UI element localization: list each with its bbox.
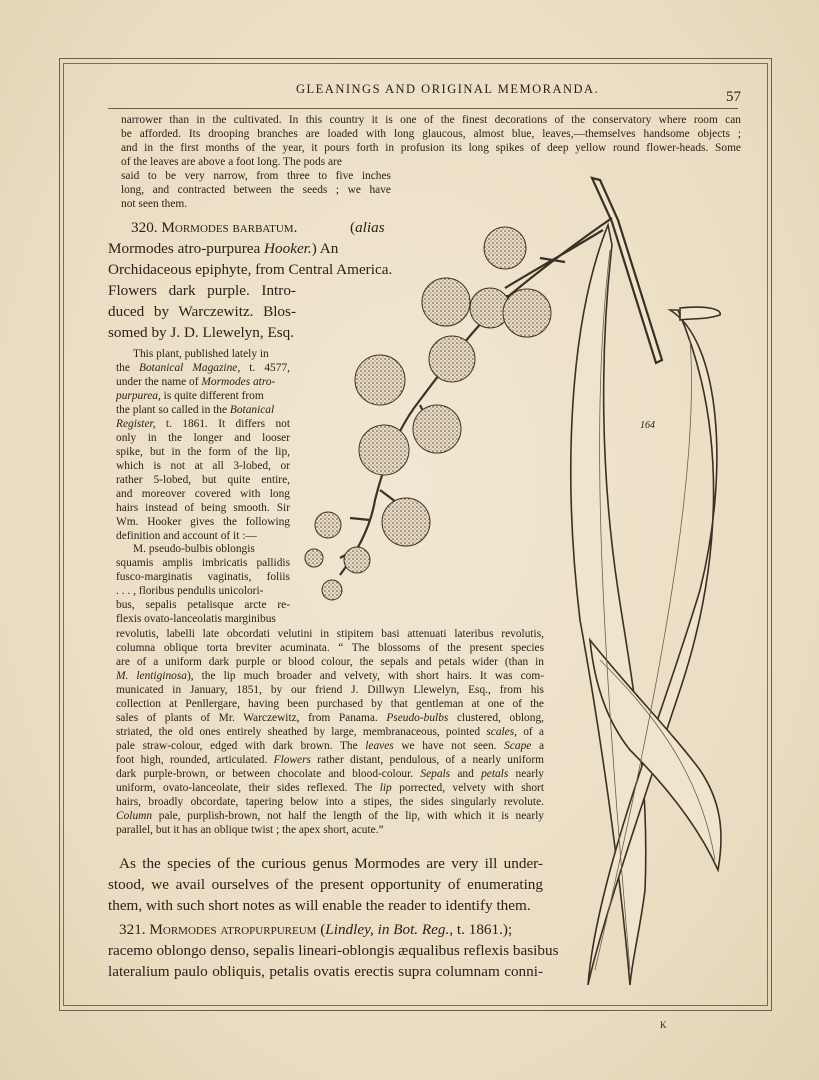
body-line: hairs instead of being smooth. Sir (116, 502, 290, 514)
wide-line: revolutis, labelli late obcordati velutini in stipitem basi attenuati lateribus revolutis, (116, 628, 544, 640)
text-span: nearly (508, 768, 544, 780)
closing-line: stood, we avail ourselves of the present opportunity of enumerating (108, 876, 543, 893)
text-span: a (531, 740, 544, 752)
plate-number: 164 (640, 420, 655, 431)
italic-span: petals (481, 768, 509, 780)
body-line (116, 361, 290, 375)
text-span: porrected, velvety with short (391, 782, 544, 794)
italic-span: Scape (504, 740, 532, 752)
entry-line: Flowers dark purple. Intro- (108, 282, 296, 299)
text-span: rather distant, pendulous, of a nearly uniform (310, 754, 544, 766)
entry-number: 321. (119, 921, 146, 938)
wide-line: columna oblique torta breviter acuminata. “ The blossoms of the present species (116, 642, 544, 654)
body-line: only in the longer and looser (116, 432, 290, 444)
alias-word: alias (355, 219, 385, 236)
text-line: narrower than in the cultivated. In this country it is one of the finest decorations of the conservatory where room can (121, 114, 741, 126)
body-line (116, 375, 275, 389)
paren: ( (350, 219, 356, 236)
wide-line: collection at Penllergare, having been purchased by that gentleman at one of the (116, 698, 544, 710)
text-span: t. 4577, (240, 362, 290, 374)
entry-line: duced by Warczewitz. Blos- (108, 303, 296, 320)
italic-span: Flowers (273, 754, 311, 766)
italic-span: leaves (365, 740, 394, 752)
entry-species: barbatum. (232, 219, 298, 236)
text-span: uniform, ovato-lanceolate, their sides reflexed. The (116, 782, 380, 794)
text-line: said to be very narrow, from three to five inches (121, 170, 391, 182)
text-span: pale, purplish-brown, not half the length of the lip, with which it is nearly (152, 810, 544, 822)
wide-line: are of a uniform dark purple or blood colour, the sepals and petals wider (than in (116, 656, 544, 668)
italic-span: Botanical Magazine, (139, 362, 241, 374)
body-line (116, 417, 290, 431)
text-line: not seen them. (121, 198, 188, 210)
body-line: rather 5-lobed, but quite entire, (116, 474, 290, 486)
body-line (116, 389, 264, 403)
phyllodes (571, 225, 721, 985)
text-span: dark purple-brown, or between chocolate and blood-colour. (116, 768, 421, 780)
closing-line: lateralium paulo obliquis, petalis ovatis erectis supra columnam conni- (108, 963, 543, 980)
text-span: we have not seen. (393, 740, 505, 752)
italic-span: M. lentiginosa (116, 670, 187, 682)
text-span: t. 1861.); (453, 921, 513, 938)
text-line: long, and contracted between the seeds ; we have (121, 184, 391, 196)
text-span: pale straw-colour, edged with dark brown. The (116, 740, 366, 752)
text-span: sales of plants of Mr. Warczewitz, from Panama. (116, 712, 387, 724)
body-line (116, 403, 274, 417)
entry-name: Mormodes atropurpureum (149, 921, 317, 938)
page-number: 57 (726, 89, 741, 105)
italic-span: Register, (116, 418, 156, 430)
body-line: and moreover covered with long (116, 488, 290, 500)
italic-span: Mormodes atro- (201, 376, 276, 388)
signature-mark: K (660, 1020, 667, 1030)
closing-line: As the species of the curious genus Mormodes are very ill under- (119, 855, 543, 872)
italic-span: Botanical (229, 404, 275, 416)
text-line: and in the first months of the year, it pours forth in profusion its long spikes of deep yellow round flower-heads. Some (121, 142, 741, 154)
running-title: GLEANINGS AND ORIGINAL MEMORANDA. (296, 82, 600, 96)
italic-span: Sepals (420, 768, 451, 780)
text-span: foot high, rounded, articulated. (116, 754, 274, 766)
text-span: of a (517, 726, 544, 738)
paren: ( (316, 921, 326, 938)
latin-line: squamis amplis imbricatis pallidis (116, 557, 290, 569)
entry-line: somed by J. D. Llewelyn, Esq. (108, 324, 295, 341)
italic-span: Column (116, 810, 153, 822)
text-line: of the leaves are above a foot long. The pods are (121, 156, 342, 168)
wide-line: parallel, but it has an oblique twist ; the apex short, acute.” (116, 824, 384, 836)
latin-line: flexis ovato-lanceolatis marginibus (116, 613, 276, 625)
closing-line: them, with such short notes as will enable the reader to identify them. (108, 897, 531, 914)
text-span: and (450, 768, 482, 780)
italic-span: lip (379, 782, 392, 794)
entry-line: Orchidaceous epiphyte, from Central America. (108, 261, 393, 278)
text-span: Mormodes atro-purpurea (108, 240, 265, 257)
entry-320-heading (131, 218, 297, 237)
text-span: ) An (311, 240, 339, 257)
latin-line: fusco-marginatis vaginatis, foliis (116, 571, 290, 583)
body-line: definition and account of it :— (116, 530, 257, 542)
text-span: the (116, 362, 140, 374)
acacia-illustration (300, 170, 740, 1000)
latin-line: . . . , floribus pendulis unicolori- (116, 585, 264, 597)
italic-span: Pseudo-bulbs (386, 712, 449, 724)
header-rule (108, 108, 738, 109)
text-span: ), the lip much broader and velvety, with short hairs. It was com- (186, 670, 544, 682)
latin-line: M. pseudo-bulbis oblongis (133, 543, 255, 555)
body-line: which is not at all 3-lobed, or (116, 460, 290, 472)
italic-span: purpurea, (116, 390, 161, 402)
body-line: spike, but in the form of the lip, (116, 446, 290, 458)
text-span: the plant so called in the (116, 404, 230, 416)
citation: Lindley, in Bot. Reg., (325, 921, 454, 938)
body-line: Wm. Hooker gives the following (116, 516, 290, 528)
latin-line: bus, sepalis petalisque arcte re- (116, 599, 290, 611)
wide-line: municated in January, 1851, by our friend J. Dillwyn Llewelyn, Esq., from his (116, 684, 544, 696)
wide-line: hairs, broadly obcordate, tapering below into a stipes, the sides singularly revolute. (116, 796, 544, 808)
entry-genus: Mormodes (161, 219, 229, 236)
closing-line: racemo oblongo denso, sepalis lineari-oblongis æqualibus reflexis basibus (108, 942, 559, 959)
text-line: be afforded. Its drooping branches are loaded with long glaucous, almost blue, leaves,—themselves handsome objects ; (121, 128, 741, 140)
italic-span: scales, (486, 726, 518, 738)
text-span: striated, the old ones entirely sheathed by large, membranaceous, pointed (116, 726, 487, 738)
text-span: is quite different from (160, 390, 264, 402)
text-span: clustered, oblong, (448, 712, 544, 724)
text-span: t. 1861. It differs not (155, 418, 290, 430)
entry-number: 320. (131, 219, 158, 236)
text-span: under the name of (116, 376, 202, 388)
author-name: Hooker. (264, 240, 312, 257)
body-line: This plant, published lately in (133, 348, 269, 360)
